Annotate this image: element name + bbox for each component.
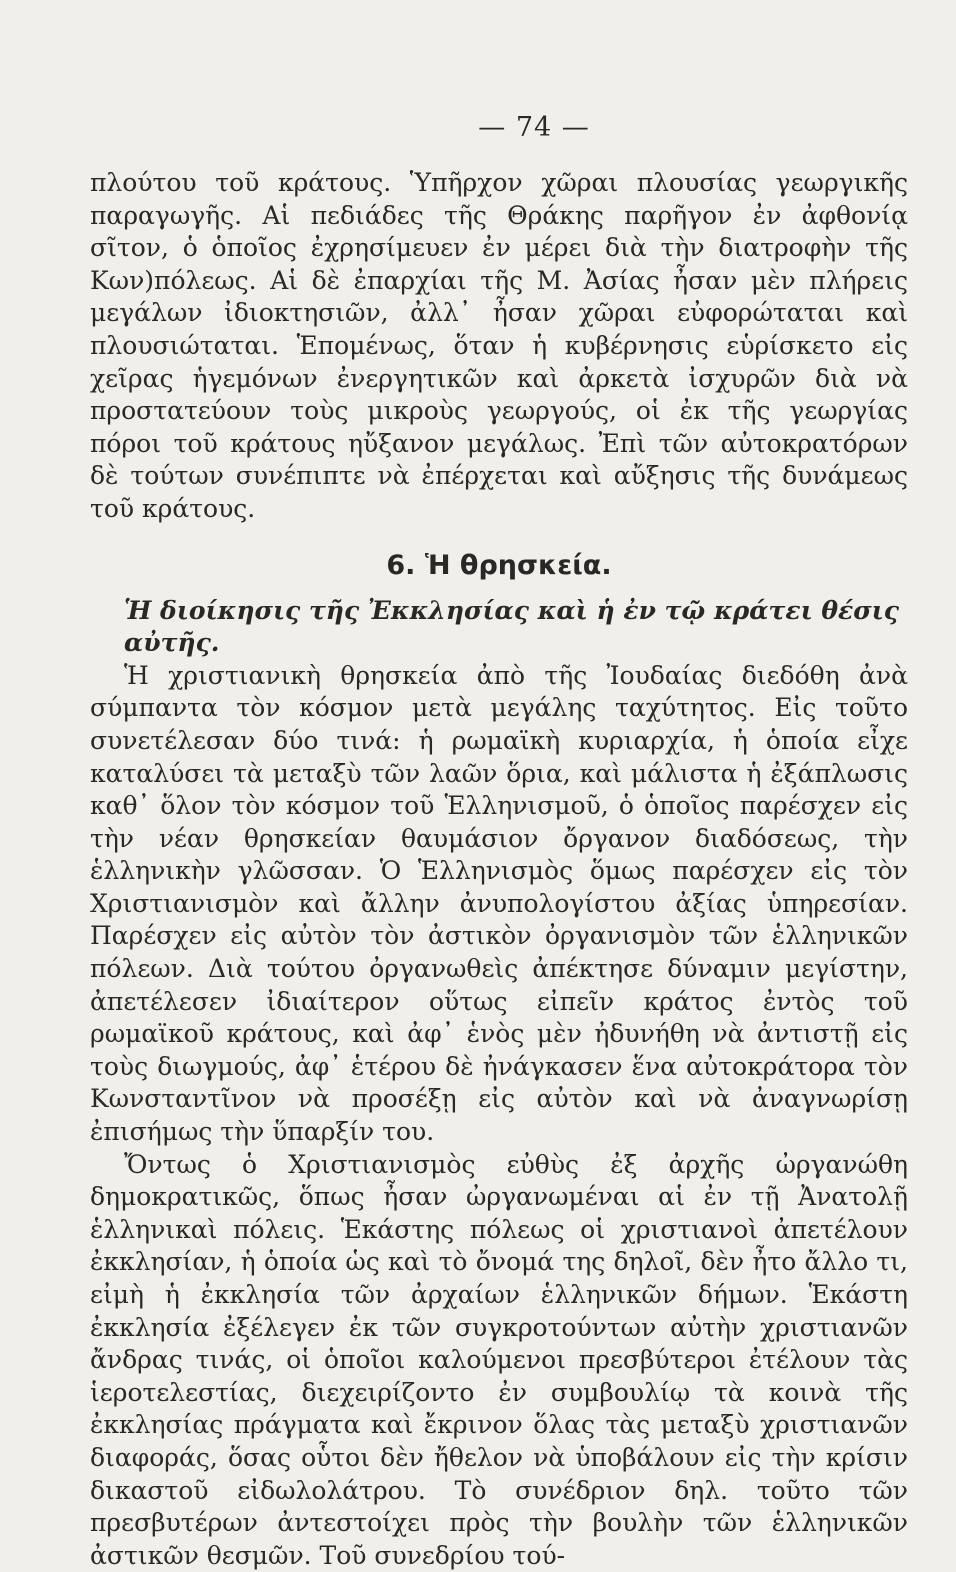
page-number: — 74 —: [478, 112, 590, 143]
paragraph-main-2: Ὄντως ὁ Χριστιανισμὸς εὐθὺς ἐξ ἀρχῆς ὠργανώθη δημοκρατικῶς, ὅπως ἦσαν ὠργανωμέναι αἱ ἐν τῇ Ἀνατολῇ ἑλληνικαὶ πόλεις. Ἑκάστης πόλεως οἱ χριστιανοὶ ἀπετέλουν ἐκκλησίαν, ἡ ὁποία ὡς καὶ τὸ ὄνομά της δηλοῖ, δὲν ἦτο ἄλλο τι, εἰμὴ ἡ ἐκκλησία τῶν ἀρχαίων ἑλληνικῶν δήμων. Ἑκάστη ἐκκλησία ἐξέλεγεν ἐκ τῶν συγκροτούντων αὐτὴν χριστιανῶν ἄνδρας τινάς, οἱ ὁποῖοι καλούμενοι πρεσβύτεροι ἐτέλουν τὰς ἱεροτελεστίας, διεχειρίζοντο ἐν συμβουλίῳ τὰ κοινὰ τῆς ἐκκλησίας πράγματα καὶ ἔκρινον ὅλας τὰς μεταξὺ χριστιανῶν διαφοράς, ὅσας οὗτοι δὲν ἤθελον νὰ ὑποβάλουν εἰς τὴν κρίσιν δικαστοῦ εἰδωλολάτρου. Τὸ συνέδριον δηλ. τοῦτο τῶν πρεσβυτέρων ἀντεστοίχει πρὸς τὴν βουλὴν τῶν ἑλληνικῶν ἀστικῶν θεσμῶν. Τοῦ συνεδρίου τού-: [90, 1149, 908, 1570]
paragraph-main-1: Ἡ χριστιανικὴ θρησκεία ἀπὸ τῆς Ἰουδαίας διεδόθη ἀνὰ σύμπαντα τὸν κόσμον μετὰ μεγάλης ταχύτητος. Εἰς τοῦτο συνετέλεσαν δύο τινά: ἡ ρωμαϊκὴ κυριαρχία, ἡ ὁποία εἶχε καταλύσει τὰ μεταξὺ τῶν λαῶν ὅρια, καὶ μάλιστα ἡ ἐξάπλωσις καθ᾽ ὅλον τὸν κόσμον τοῦ Ἑλληνισμοῦ, ὁ ὁποῖος παρέσχεν εἰς τὴν νέαν θρησκείαν θαυμάσιον ὄργανον διαδόσεως, τὴν ἑλληνικὴν γλῶσσαν. Ὁ Ἑλληνισμὸς ὅμως παρέσχεν εἰς τὸν Χριστιανισμὸν καὶ ἄλλην ἀνυπολογίστου ἀξίας ὑπηρεσίαν. Παρέσχεν εἰς αὐτὸν τὸν ἀστικὸν ὀργανισμὸν τῶν ἑλληνικῶν πόλεων. Διὰ τούτου ὀργανωθεὶς ἀπέκτησε δύναμιν μεγίστην, ἀπετέλεσεν ἰδιαίτερον οὕτως εἰπεῖν κράτος ἐντὸς τοῦ ρωμαϊκοῦ κράτους, καὶ ἀφ᾽ ἑνὸς μὲν ἠδυνήθη νὰ ἀντιστῇ εἰς τοὺς διωγμούς, ἀφ᾽ ἑτέρου δὲ ἠνάγκασεν ἕνα αὐτοκράτορα τὸν Κωνσταντῖνον νὰ προσέξῃ εἰς αὐτὸν καὶ νὰ ἀναγνωρίσῃ ἐπισήμως τὴν ὕπαρξίν του.: [90, 660, 908, 1147]
paragraph-top: πλούτου τοῦ κράτους. Ὑπῆρχον χῶραι πλουσίας γεωργικῆς παραγωγῆς. Αἱ πεδιάδες τῆς Θράκης παρῆγον ἐν ἀφθονίᾳ σῖτον, ὁ ὁποῖος ἐχρησίμευεν ἐν μέρει διὰ τὴν διατροφὴν τῆς Κων)πόλεως. Αἱ δὲ ἐπαρχίαι τῆς Μ. Ἀσίας ἦσαν μὲν πλήρεις μεγάλων ἰδιοκτησιῶν, ἀλλ᾽ ἦσαν χῶραι εὐφορώταται καὶ πλουσιώταται. Ἑπομένως, ὅταν ἡ κυβέρνησις εὑρίσκετο εἰς χεῖρας ἡγεμόνων ἐνεργητικῶν καὶ ἀρκετὰ ἰσχυρῶν διὰ νὰ προστατεύουν τοὺς μικροὺς γεωργούς, οἱ ἐκ τῆς γεωργίας πόροι τοῦ κράτους ηὔξανον μεγάλως. Ἐπὶ τῶν αὐτοκρατόρων δὲ τούτων συνέπιπτε νὰ ἐπέρχεται καὶ αὔξησις τῆς δυνάμεως τοῦ κράτους.: [90, 168, 908, 523]
section-heading: 6. Ἡ θρησκεία.: [386, 549, 612, 581]
subheading: Ἡ διοίκησις τῆς Ἐκκλησίας καὶ ἡ ἐν τῷ κράτει θέσις αὐτῆς.: [124, 595, 899, 658]
